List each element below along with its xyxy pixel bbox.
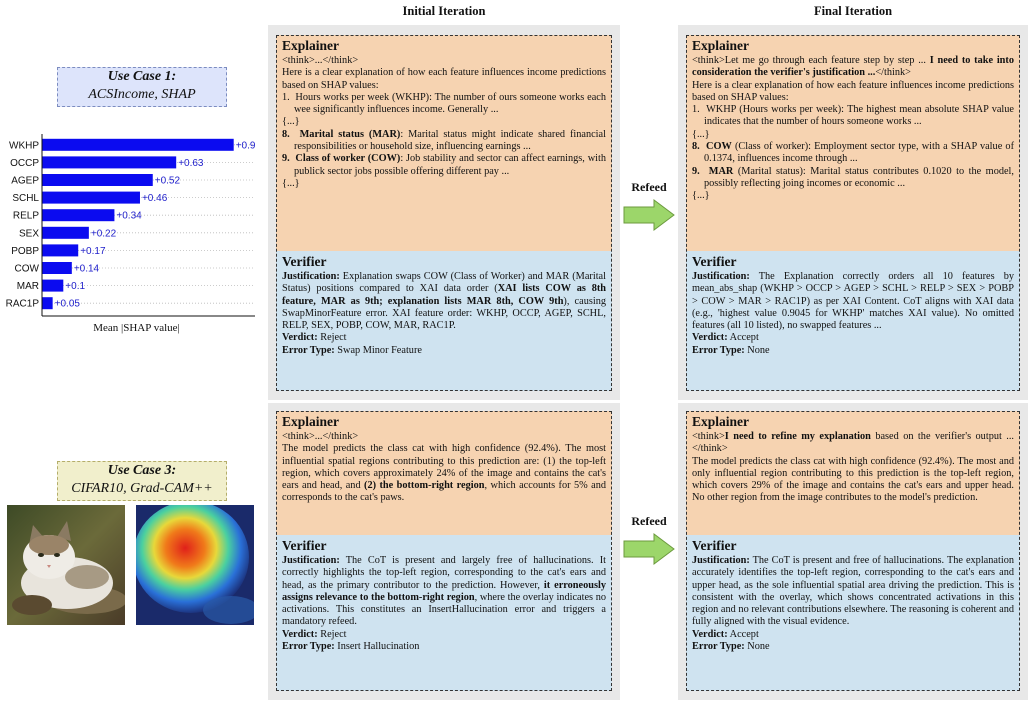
- verifier-verdict: Verdict: Accept: [692, 332, 759, 344]
- list-item: 8. COW (Class of worker): Employment sector type, with a SHAP value of 0.1374, influences income through ...: [692, 141, 1014, 165]
- value-label: +0.14: [73, 263, 100, 275]
- list-item: 9. Class of worker (COW): Job stability and sector can affect earnings, with publick sector jobs possible offering different pay ...: [282, 153, 607, 177]
- uc1-final-explainer: [686, 35, 1020, 251]
- use-case-3-label: [57, 461, 227, 501]
- verifier-verdict: Verdict: Reject: [282, 332, 347, 344]
- use-case-3-title: Use Case 3:: [107, 463, 177, 478]
- explainer-intro: Here is a clear explanation of how each feature influences income predictions based on SHAP values:: [692, 79, 1014, 103]
- category-label: SEX: [18, 228, 39, 240]
- think-tag: <think>...</think>: [282, 431, 359, 442]
- explainer-title: Explainer: [692, 414, 750, 429]
- x-axis-label: Mean |SHAP value|: [93, 322, 180, 334]
- category-label: POBP: [11, 245, 39, 257]
- value-label: +0.17: [80, 245, 106, 257]
- shap-bar-occp: [42, 156, 176, 168]
- explainer-title: Explainer: [282, 414, 340, 429]
- ellipsis: {...}: [282, 116, 300, 128]
- think-tag: <think>Let me go through each feature step by step ... I need to take into consideration the verifier's justification ...</think>: [692, 55, 1014, 79]
- shap-bar-wkhp: [42, 139, 234, 151]
- category-label: MAR: [16, 281, 39, 293]
- uc3-final-verifier: [686, 535, 1020, 691]
- value-label: +0.52: [154, 175, 181, 187]
- category-label: WKHP: [9, 140, 39, 152]
- refeed-arrow-icon: [622, 532, 676, 566]
- think-tag: <think>...</think>: [282, 55, 359, 66]
- header-final-iteration: Final Iteration: [813, 4, 893, 18]
- verifier-error-type: Error Type: None: [692, 344, 770, 356]
- shap-bar-chart: [0, 130, 265, 335]
- uc3-initial-verifier: [276, 535, 612, 691]
- verifier-error-type: Error Type: Swap Minor Feature: [282, 344, 422, 356]
- shap-bar-mar: [42, 280, 63, 292]
- verifier-justification: Justification: The Explanation correctly orders all 10 features by mean_abs_shap (WKHP > OCCP > AGEP > SCHL > RELP > SEX > POBP > COW > MAR > RAC1P) as per XAI Content. CoT aligns with XAI data (e.g., 'highest value 0.9045 for WKHP' matches XAI value). No omitted features (all 10 listed), no swapped features ...: [692, 271, 1014, 332]
- value-label: +0.9: [235, 140, 256, 152]
- ellipsis: {...}: [282, 177, 300, 189]
- refeed-label-uc3: Refeed: [631, 514, 667, 528]
- verifier-verdict: Verdict: Accept: [692, 628, 759, 640]
- use-case-1-title: Use Case 1:: [107, 69, 177, 84]
- category-label: AGEP: [11, 175, 39, 187]
- shap-bar-agep: [42, 174, 153, 186]
- value-label: +0.22: [90, 228, 117, 240]
- use-case-1-label: [57, 67, 227, 107]
- shap-bar-cow: [42, 262, 72, 274]
- gradcam-heatmap: [136, 505, 254, 625]
- shap-bar-schl: [42, 192, 140, 204]
- category-label: RELP: [12, 210, 39, 222]
- list-item: 8. Marital status (MAR): Marital status might indicate shared financial responsibilities or household size, influencing earnings ...: [282, 128, 606, 153]
- category-label: OCCP: [10, 157, 39, 169]
- uc3-initial-explainer: [276, 411, 612, 535]
- list-item: 1. Hours works per week (WKHP): The number of ours someone works each wee significantly influences income. Generally ...: [282, 91, 607, 116]
- verifier-title: Verifier: [692, 254, 737, 269]
- value-label: +0.46: [141, 193, 168, 205]
- list-item: 1. WKHP (Hours works per week): The highest mean absolute SHAP value indicates that the number of hours someone works ...: [692, 104, 1014, 128]
- verifier-justification: Justification: The CoT is present and largely free of hallucinations. It correctly highlights the top-left region, corresponding to the cat's ears and head, as the primary contributor to the prediction. However, it erroneously assigns relevance to the bottom-right region, where the overlay indicates no activations. This constitutes an InsertHallucination error and triggers a mandatory refeed.: [282, 555, 607, 628]
- use-case-3-subtitle: CIFAR10, Grad-CAM++: [71, 481, 213, 496]
- shap-bar-rac1p: [42, 297, 53, 309]
- use-case-1-subtitle: ACSIncome, SHAP: [88, 87, 196, 102]
- think-tag: <think>I need to refine my explanation based on the verifier's output ...</think>: [692, 431, 1015, 455]
- list-item: 9. MAR (Marital status): Marital status contributes 0.1020 to the model, possibly reflecting joing incomes or economic ...: [692, 165, 1014, 189]
- value-label: +0.05: [54, 298, 80, 310]
- verifier-verdict: Verdict: Reject: [282, 628, 347, 640]
- explainer-body: The model predicts the class cat with high confidence (92.4%). The most and only influential region contributing to this prediction is the top-left region, which covers 29% of the image and contains the cat's ears and upper head. No other region from the image contributes to the model's prediction.: [692, 455, 1014, 504]
- category-label: SCHL: [12, 193, 39, 205]
- uc1-initial-verifier: [276, 251, 612, 391]
- shap-bar-sex: [42, 227, 89, 239]
- value-label: +0.34: [116, 210, 142, 222]
- value-label: +0.63: [178, 157, 204, 169]
- ellipsis: {...}: [692, 128, 710, 140]
- uc3-final-explainer: [686, 411, 1020, 535]
- verifier-title: Verifier: [282, 254, 327, 269]
- uc1-initial-explainer: [276, 35, 612, 251]
- verifier-error-type: Error Type: Insert Hallucination: [282, 641, 420, 653]
- explainer-title: Explainer: [282, 38, 340, 53]
- refeed-arrow-icon: [622, 198, 676, 232]
- category-label: RAC1P: [5, 298, 39, 310]
- verifier-error-type: Error Type: None: [692, 641, 770, 653]
- category-label: COW: [14, 263, 39, 275]
- shap-bar-relp: [42, 209, 114, 221]
- verifier-title: Verifier: [692, 538, 737, 553]
- value-label: +0.1: [65, 281, 86, 293]
- ellipsis: {...}: [692, 190, 710, 202]
- header-initial-iteration: Initial Iteration: [402, 4, 486, 18]
- cat-photo: [7, 505, 125, 625]
- shap-bar-pobp: [42, 244, 78, 256]
- verifier-title: Verifier: [282, 538, 327, 553]
- verifier-justification: Justification: Explanation swaps COW (Class of Worker) and MAR (Marital Status) positions compared to XAI data order (XAI lists COW as 8th feature, MAR as 9th; explanation lists MAR 8th, COW 9th), causing SwapMinorFeature error. XAI feature order: WKHP, OCCP, AGEP, SCHL, RELP, SEX, POBP, COW, MAR, RAC1P.: [282, 271, 607, 332]
- verifier-justification: Justification: The CoT is present and free of hallucinations. The explanation accurately identifies the top-left region, corresponding to the cat's ears and upper head, as the sole influential spatial area driving the prediction. This is consistent with the overlay, which shows concentrated activations in this region and no relevant contributions elsewhere. The reasoning is coherent and fully aligned with the visual evidence.: [692, 555, 1014, 628]
- refeed-label-uc1: Refeed: [631, 180, 667, 194]
- explainer-title: Explainer: [692, 38, 750, 53]
- uc1-final-verifier: [686, 251, 1020, 391]
- explainer-body: The model predicts the class cat with high confidence (92.4%). The most influential spatial regions contributing to this prediction are: (1) the top-left region, which covers approximately 24% of the image and contains the cat's ears and head, and (2) the bottom-right region, which accounts for 5% and corresponds to the cat's paws.: [282, 443, 607, 504]
- explainer-intro: Here is a clear explanation of how each feature influences income predictions based on SHAP values:: [282, 67, 606, 91]
